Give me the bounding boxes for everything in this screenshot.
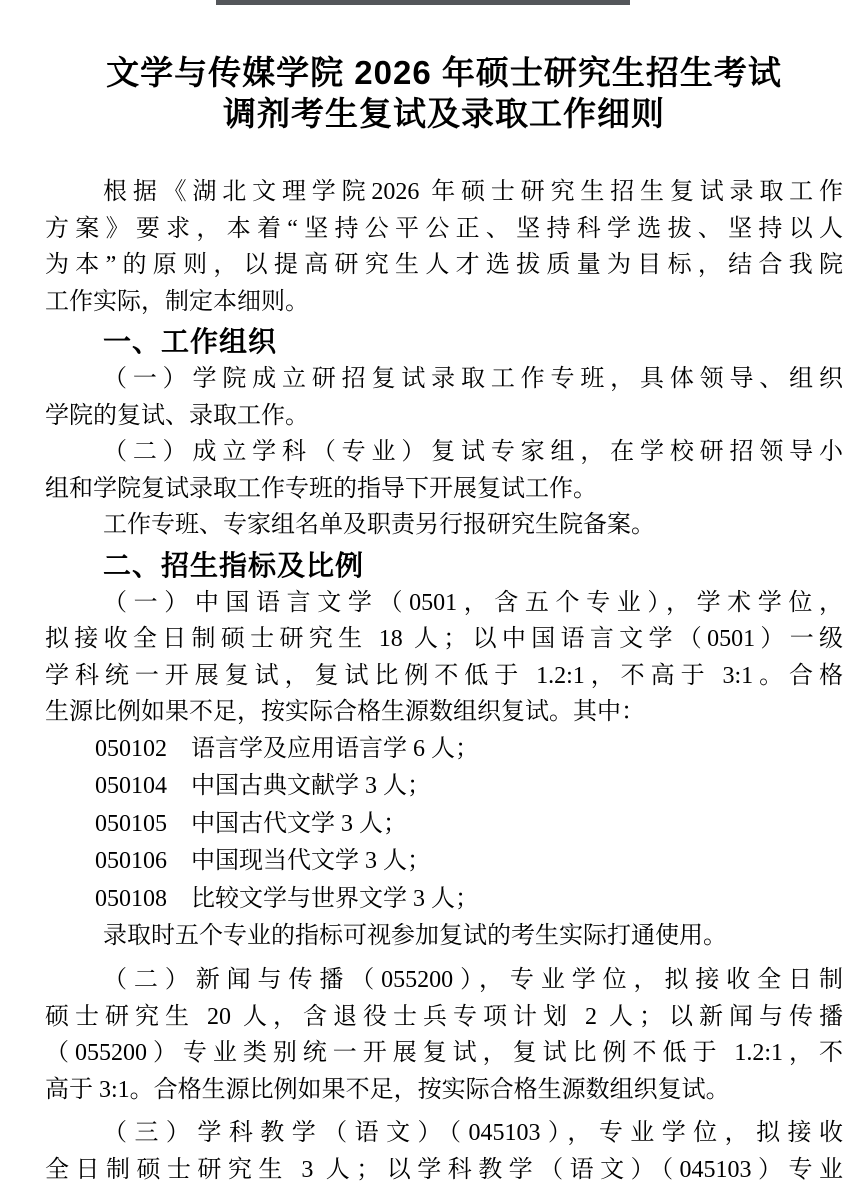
text-line: 硕士研究生 20 人，含退役士兵专项计划 2 人；以新闻与传播 [45, 1003, 843, 1030]
text-line: （二）新闻与传播（055200），专业学位，拟接收全日制 [103, 967, 843, 993]
document-title-line-1: 文学与传媒学院 2026 年硕士研究生招生考试 [106, 54, 782, 91]
text-line: 学院的复试、录取工作。 [45, 402, 309, 429]
text-line: （二）成立学科（专业）复试专家组，在学校研招领导小 [103, 439, 843, 466]
text-line: 为本”的原则，以提高研究生人才选拔质量为目标，结合我院 [45, 252, 843, 279]
document-title-line-2: 调剂考生复试及录取工作细则 [223, 95, 665, 132]
list-item: 050104 中国古典文献学 3 人； [95, 773, 431, 800]
section-heading: 二、招生指标及比例 [103, 549, 365, 581]
list-item: 050106 中国现当代文学 3 人； [95, 848, 431, 875]
text-line: 录取时五个专业的指标可视参加复试的考生实际打通使用。 [103, 923, 727, 950]
text-line: 全日制硕士研究生 3 人；以学科教学（语文）（045103）专业 [45, 1156, 843, 1183]
top-dark-bar [216, 0, 630, 5]
text-line: 拟接收全日制硕士研究生 18 人；以中国语言文学（0501）一级 [45, 626, 843, 653]
text-line: （055200）专业类别统一开展复试，复试比例不低于 1.2:1，不 [45, 1040, 843, 1067]
text-line: 高于 3:1。合格生源比例如果不足，按实际合格生源数组织复试。 [45, 1076, 730, 1103]
text-line: 工作实际，制定本细则。 [45, 288, 309, 315]
text-line: 方案》要求，本着“坚持公平公正、坚持科学选拔、坚持以人 [45, 215, 843, 242]
text-line: （一）中国语言文学（0501，含五个专业），学术学位， [103, 589, 843, 616]
section-heading: 一、工作组织 [103, 326, 278, 358]
document-title [45, 52, 843, 134]
text-line: 工作专班、专家组名单及职责另行报研究生院备案。 [103, 512, 655, 539]
document-body [45, 174, 843, 1189]
text-line: （一）学院成立研招复试录取工作专班，具体领导、组织 [103, 365, 843, 392]
list-item: 050105 中国古代文学 3 人； [95, 810, 407, 837]
text-line: 学科统一开展复试，复试比例不低于 1.2:1，不高于 3:1。合格 [45, 662, 843, 689]
text-line: 组和学院复试录取工作专班的指导下开展复试工作。 [45, 475, 597, 502]
text-line: 根据《湖北文理学院2026 年硕士研究生招生复试录取工作 [103, 179, 843, 205]
text-line: 生源比例如果不足，按实际合格生源数组织复试。其中： [45, 699, 645, 726]
list-item: 050108 比较文学与世界文学 3 人； [95, 885, 479, 912]
text-line: （三）学科教学（语文）（045103），专业学位，拟接收 [103, 1120, 843, 1147]
list-item: 050102 语言学及应用语言学 6 人； [95, 735, 479, 762]
